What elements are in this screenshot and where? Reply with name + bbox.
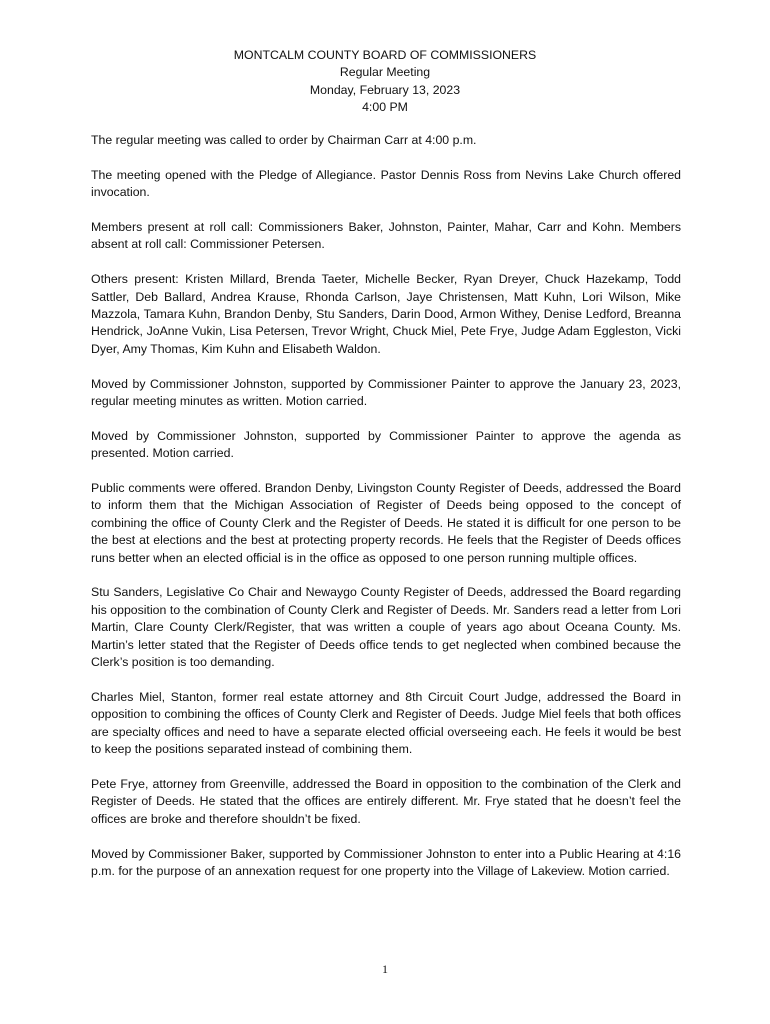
- meeting-type: Regular Meeting: [339, 65, 431, 80]
- paragraph-public-hearing: Moved by Commissioner Baker, supported by Commissioner Johnston to enter into a Public Hearing at 4:16 p.m. for the purpose of an annexation request for one property into the Village of Lakeview. Motion carried.: [91, 846, 681, 878]
- paragraph-call-to-order: The regular meeting was called to order by Chairman Carr at 4:00 p.m.: [91, 133, 477, 147]
- paragraph-minutes-approval: Moved by Commissioner Johnston, supported by Commissioner Painter to approve the January 23, 2023, regular meeting minutes as written. Motion carried.: [91, 376, 681, 409]
- paragraph-others-present: Others present: Kristen Millard, Brenda Taeter, Michelle Becker, Ryan Dreyer, Chuck Hazekamp, Todd Sattler, Deb Ballard, Andrea Krause, Rhonda Carlson, Jaye Christensen, Matt Kuhn, Lori Wilson, Mike Mazzola, Tamara Kuhn, Brandon Denby, Stu Sanders, Darin Dood, Armon Withey, Denise Ledford, Breanna Hendrick, JoAnne Vukin, Lisa Petersen, Trevor Wright, Chuck Miel, Pete Frye, Judge Adam Eggleston, Vicki Dyer, Amy Thomas, Kim Kuhn and Elisabeth Waldon.: [91, 272, 681, 356]
- page-number: 1: [382, 962, 388, 976]
- paragraph-miel: Charles Miel, Stanton, former real estate attorney and 8th Circuit Court Judge, addressed the Board in opposition to combining the offices of County Clerk and Register of Deeds. Judge Miel feels that both offices are specialty offices and need to have a separate elected official overseeing each. He feels it would be best to keep the positions separated instead of combining them.: [91, 689, 681, 757]
- paragraph-agenda-approval: Moved by Commissioner Johnston, supported by Commissioner Painter to approve the agenda as presented. Motion carried.: [91, 428, 681, 461]
- board-title: MONTCALM COUNTY BOARD OF COMMISSIONERS: [233, 48, 537, 62]
- paragraph-frye: Pete Frye, attorney from Greenville, addressed the Board in opposition to the combination of the Clerk and Register of Deeds. He stated that the offices are entirely different. Mr. Frye stated that he doesn’t feel the offices are broke and therefore shouldn’t be fixed.: [91, 776, 681, 826]
- paragraph-pledge-invocation: The meeting opened with the Pledge of Allegiance. Pastor Dennis Ross from Nevins Lake Church offered invocation.: [91, 167, 681, 200]
- document-header: [0, 47, 770, 117]
- paragraph-sanders: Stu Sanders, Legislative Co Chair and Newaygo County Register of Deeds, addressed the Board regarding his opposition to the combination of County Clerk and Register of Deeds. Mr. Sanders read a letter from Lori Martin, Clare County Clerk/Register, that was written a couple of years ago about Oceana County. Ms. Martin’s letter stated that the Register of Deeds office tends to get neglected when combined because the Clerk’s position is too demanding.: [91, 585, 681, 670]
- meeting-time: 4:00 PM: [362, 100, 408, 115]
- minutes-body: [91, 132, 681, 898]
- paragraph-public-comments-denby: Public comments were offered. Brandon Denby, Livingston County Register of Deeds, addressed the Board to inform them that the Michigan Association of Register of Deeds being opposed to the concept of combining the office of County Clerk and the Register of Deeds. He stated it is difficult for one person to be the best at elections and the best at protecting property records. He feels that the Register of Deeds offices runs better when an elected official is in the office as opposed to one person running multiple offices.: [91, 481, 681, 565]
- paragraph-roll-call: Members present at roll call: Commissioners Baker, Johnston, Painter, Mahar, Carr and Kohn. Members absent at roll call: Commissioner Petersen.: [91, 220, 681, 252]
- meeting-date: Monday, February 13, 2023: [309, 82, 461, 97]
